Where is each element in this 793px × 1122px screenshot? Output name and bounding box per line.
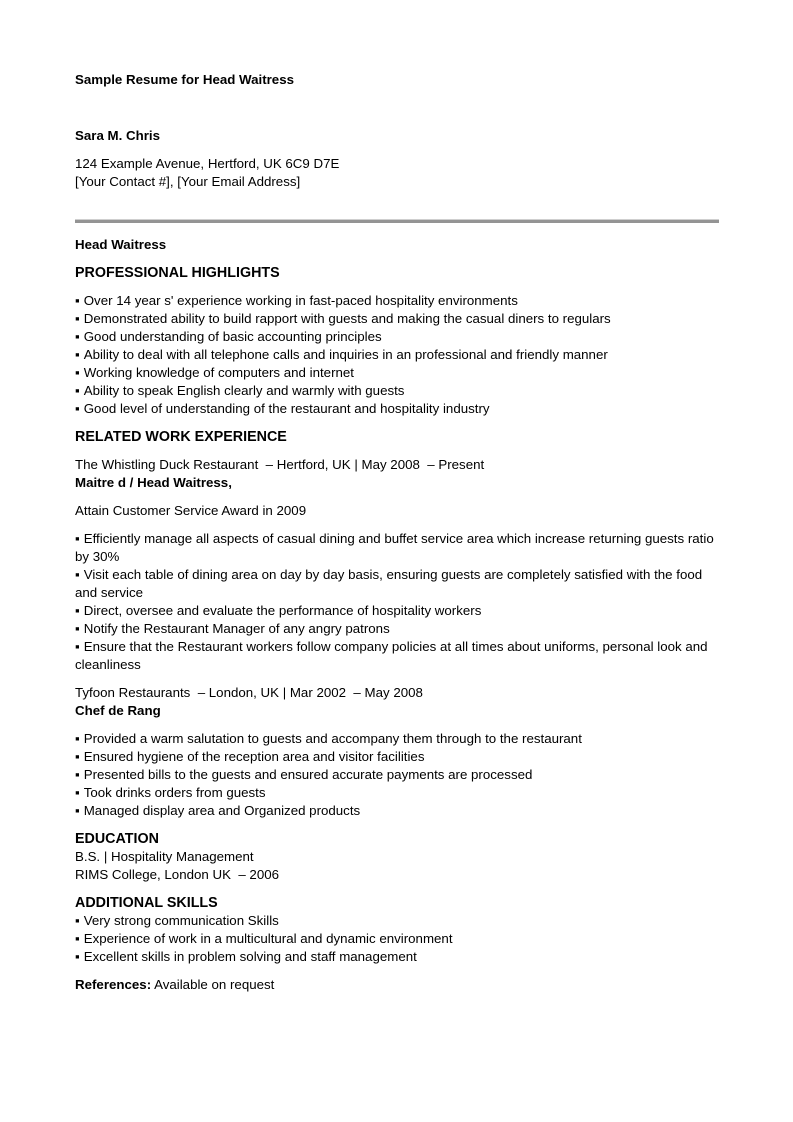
bullet-text: Experience of work in a multicultural and dynamic environment xyxy=(83,931,453,946)
bullet-text: Ensure that the Restaurant workers follow company policies at all times about uniforms, personal look and cleanliness xyxy=(75,639,712,672)
bullet-item xyxy=(75,364,719,382)
square-bullet-icon: ▪ xyxy=(75,365,80,380)
page-title: Sample Resume for Head Waitress xyxy=(75,72,294,87)
square-bullet-icon: ▪ xyxy=(75,949,80,964)
square-bullet-icon: ▪ xyxy=(75,311,80,326)
job-duties-list xyxy=(75,730,719,820)
contact-line: [Your Contact #], [Your Email Address] xyxy=(75,174,301,189)
contact-name: Sara M. Chris xyxy=(75,128,160,143)
bullet-text: Demonstrated ability to build rapport with guests and making the casual diners to regulars xyxy=(83,311,611,326)
square-bullet-icon: ▪ xyxy=(75,639,80,654)
bullet-item xyxy=(75,310,719,328)
square-bullet-icon: ▪ xyxy=(75,731,80,746)
additional-skills-section xyxy=(75,894,719,966)
bullet-item xyxy=(75,346,719,364)
bullet-item xyxy=(75,530,719,566)
bullet-item xyxy=(75,748,719,766)
bullet-text: Presented bills to the guests and ensured accurate payments are processed xyxy=(83,767,533,782)
address-line: 124 Example Avenue, Hertford, UK 6C9 D7E xyxy=(75,156,340,171)
square-bullet-icon: ▪ xyxy=(75,531,80,546)
bullet-item xyxy=(75,400,719,418)
role-line: Chef de Rang xyxy=(75,703,161,718)
bullet-text: Efficiently manage all aspects of casual dining and buffet service area which increase returning guests ratio by 30% xyxy=(75,531,718,564)
references-text: Available on request xyxy=(151,977,275,992)
bullet-text: Very strong communication Skills xyxy=(83,913,279,928)
education-college-line: RIMS College, London UK – 2006 xyxy=(75,867,280,882)
bullet-text: Good understanding of basic accounting principles xyxy=(83,329,382,344)
role-line: Maitre d / Head Waitress, xyxy=(75,475,232,490)
bullet-item xyxy=(75,784,719,802)
bullet-text: Ability to deal with all telephone calls and inquiries in an professional and friendly manner xyxy=(83,347,608,362)
square-bullet-icon: ▪ xyxy=(75,913,80,928)
section-heading-professional-highlights: PROFESSIONAL HIGHLIGHTS xyxy=(75,265,280,281)
bullet-text: Managed display area and Organized products xyxy=(83,803,361,818)
square-bullet-icon: ▪ xyxy=(75,621,80,636)
bullet-item xyxy=(75,802,719,820)
job-header xyxy=(75,684,719,720)
square-bullet-icon: ▪ xyxy=(75,567,80,582)
bullet-item xyxy=(75,766,719,784)
job-header xyxy=(75,456,719,492)
bullet-item xyxy=(75,730,719,748)
square-bullet-icon: ▪ xyxy=(75,749,80,764)
bullet-item xyxy=(75,602,719,620)
square-bullet-icon: ▪ xyxy=(75,785,80,800)
bullet-item xyxy=(75,620,719,638)
employer-line: Tyfoon Restaurants – London, UK | Mar 2002 – May 2008 xyxy=(75,685,423,700)
square-bullet-icon: ▪ xyxy=(75,329,80,344)
square-bullet-icon: ▪ xyxy=(75,767,80,782)
bullet-text: Over 14 year s' experience working in fast-paced hospitality environments xyxy=(83,293,518,308)
section-heading-education: EDUCATION xyxy=(75,831,159,847)
bullet-text: Direct, oversee and evaluate the performance of hospitality workers xyxy=(83,603,482,618)
section-heading-work-experience: RELATED WORK EXPERIENCE xyxy=(75,429,287,445)
references-label: References: xyxy=(75,977,152,992)
professional-highlights-list xyxy=(75,292,719,418)
award-line: Attain Customer Service Award in 2009 xyxy=(75,503,307,518)
bullet-item xyxy=(75,328,719,346)
bullet-text: Good level of understanding of the restaurant and hospitality industry xyxy=(83,401,490,416)
bullet-text: Notify the Restaurant Manager of any angry patrons xyxy=(83,621,390,636)
references-line xyxy=(75,976,719,994)
section-divider xyxy=(75,219,719,223)
square-bullet-icon: ▪ xyxy=(75,293,80,308)
square-bullet-icon: ▪ xyxy=(75,603,80,618)
bullet-item xyxy=(75,382,719,400)
bullet-text: Visit each table of dining area on day by day basis, ensuring guests are completely satisfied with the food and service xyxy=(75,567,706,600)
square-bullet-icon: ▪ xyxy=(75,803,80,818)
bullet-item xyxy=(75,930,719,948)
bullet-item xyxy=(75,948,719,966)
job-duties-list xyxy=(75,530,719,674)
section-heading-additional-skills: ADDITIONAL SKILLS xyxy=(75,895,218,911)
bullet-text: Ensured hygiene of the reception area and visitor facilities xyxy=(83,749,425,764)
bullet-item xyxy=(75,912,719,930)
square-bullet-icon: ▪ xyxy=(75,931,80,946)
education-section xyxy=(75,830,719,884)
education-degree-line: B.S. | Hospitality Management xyxy=(75,849,254,864)
square-bullet-icon: ▪ xyxy=(75,347,80,362)
bullet-text: Ability to speak English clearly and warmly with guests xyxy=(83,383,405,398)
square-bullet-icon: ▪ xyxy=(75,401,80,416)
bullet-text: Working knowledge of computers and internet xyxy=(83,365,354,380)
bullet-text: Excellent skills in problem solving and staff management xyxy=(83,949,417,964)
bullet-text: Provided a warm salutation to guests and accompany them through to the restaurant xyxy=(83,731,582,746)
bullet-text: Took drinks orders from guests xyxy=(83,785,266,800)
bullet-item xyxy=(75,292,719,310)
square-bullet-icon: ▪ xyxy=(75,383,80,398)
bullet-item xyxy=(75,566,719,602)
job-title: Head Waitress xyxy=(75,237,167,252)
employer-line: The Whistling Duck Restaurant – Hertford, UK | May 2008 – Present xyxy=(75,457,485,472)
bullet-item xyxy=(75,638,719,674)
contact-block xyxy=(75,155,719,191)
